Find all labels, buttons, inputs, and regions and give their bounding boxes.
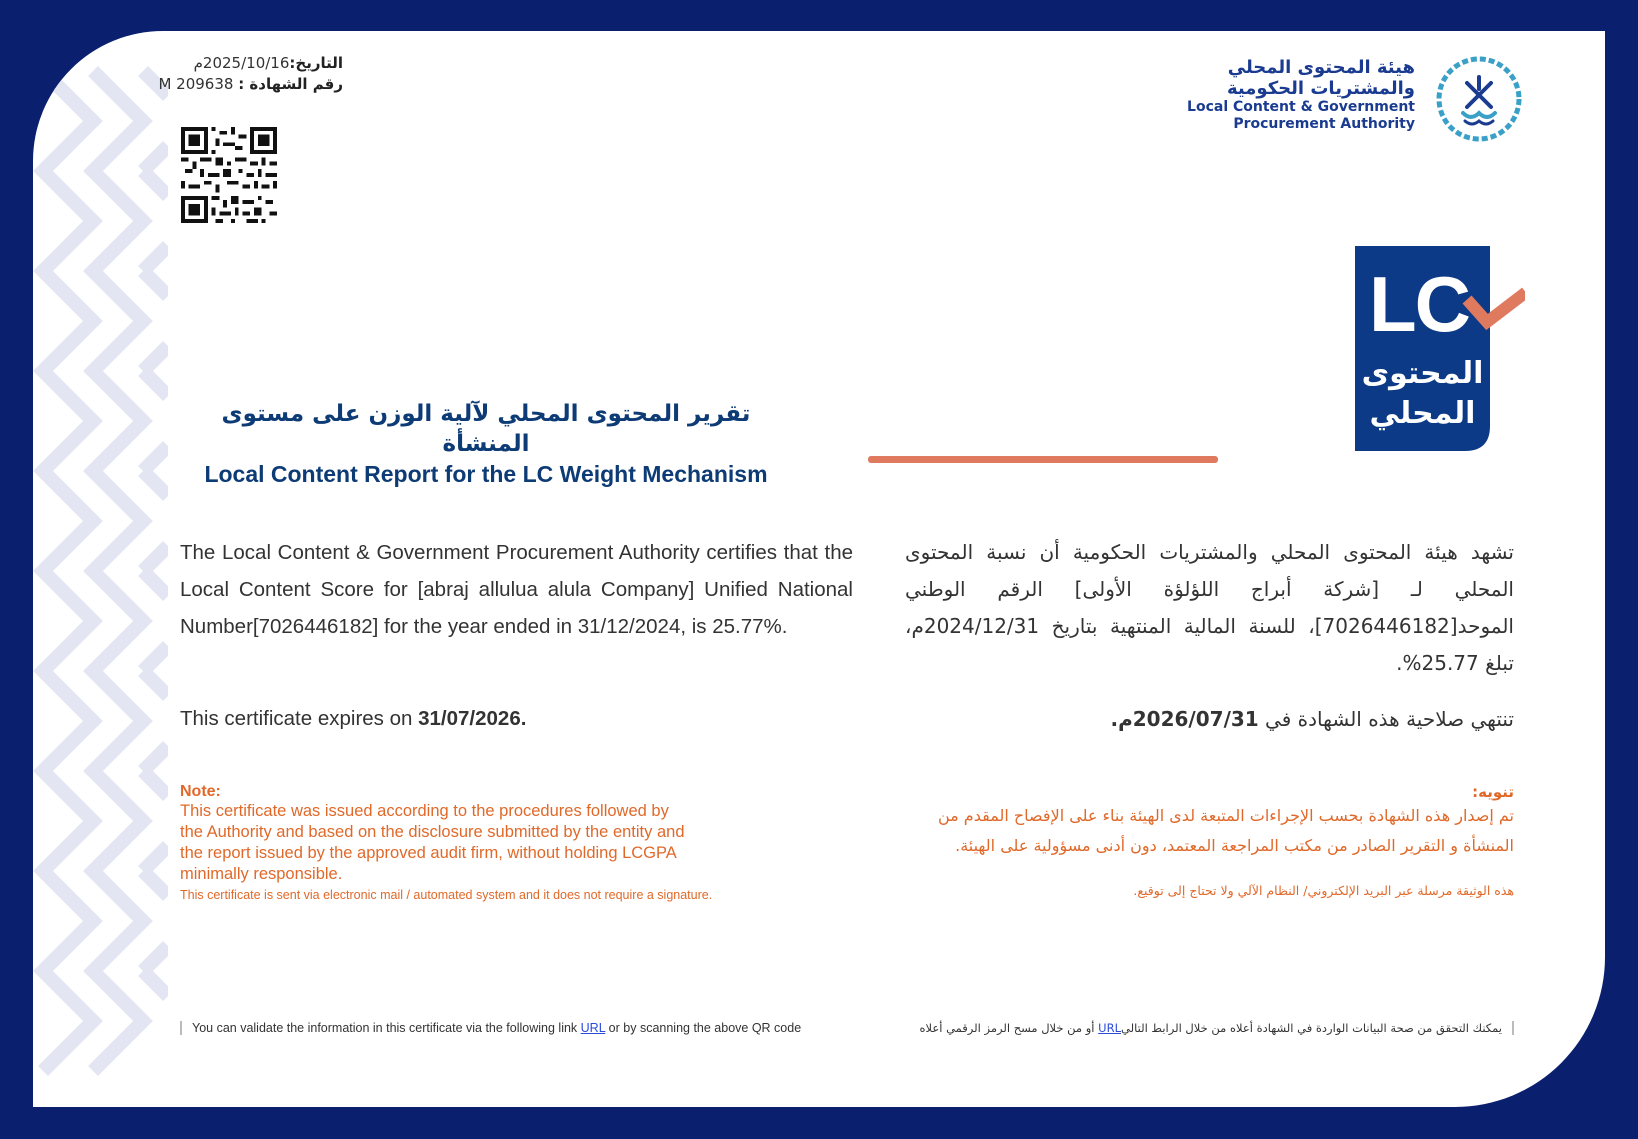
date-line — [123, 53, 343, 74]
report-title — [183, 399, 789, 489]
expiry-en — [180, 707, 853, 731]
expiry-en-date: 31/07/2026. — [418, 707, 527, 730]
cert-number-line — [123, 74, 343, 95]
certification-text-ar: تشهد هيئة المحتوى المحلي والمشتريات الحكومية أن نسبة المحتوى المحلي لـ [شركة أبراج اللؤلؤة الأولى] الرقم الوطني الموحد[7026446182]، للسنة المالية المنتهية بتاريخ 2024/12/31م، تبلغ 25.77%. — [905, 540, 1514, 675]
footer-ar-link[interactable]: URL — [1098, 1021, 1121, 1035]
expiry-ar-prefix: تنتهي صلاحية هذه الشهادة في — [1258, 707, 1514, 731]
note-ar-label: تنويه: — [1472, 783, 1514, 801]
qr-code-icon[interactable] — [181, 127, 277, 223]
lc-badge-ar2: المحلي — [1369, 396, 1476, 431]
logo-ar-line2: والمشتريات الحكومية — [1227, 78, 1415, 99]
expiry-en-prefix: This certificate expires on — [180, 707, 419, 730]
note-en — [180, 783, 780, 905]
title-ar: تقرير المحتوى المحلي لآلية الوزن على مستوى المنشأة — [221, 401, 751, 457]
lc-badge-logo — [1355, 246, 1525, 461]
expiry-ar-date: 2026/07/31م. — [1110, 707, 1259, 731]
footer-validation-en — [180, 1021, 872, 1035]
logo-en-line2: Procurement Authority — [1233, 116, 1415, 132]
note-ar — [883, 783, 1514, 901]
accent-divider — [868, 456, 1218, 463]
authority-seal-icon — [1435, 55, 1523, 143]
cert-number-label: رقم الشهادة : — [238, 75, 343, 93]
lc-badge-ar1: المحتوى — [1361, 356, 1484, 391]
certificate-page — [33, 31, 1605, 1107]
note-ar-body: تم إصدار هذه الشهادة بحسب الإجراءات المتبعة لدى الهيئة بناء على الإفصاح المقدم من المنشأة و التقرير الصادر من مكتب المراجعة المعتمد، دون أدنى مسؤولية على الهيئة. — [937, 806, 1514, 855]
note-en-small: This certificate is sent via electronic mail / automated system and it does not require a signature. — [180, 888, 713, 902]
date-label: التاريخ: — [289, 54, 343, 72]
date-value: 2025/10/16م — [193, 54, 290, 72]
authority-logo-text — [1185, 57, 1415, 133]
expiry-ar — [905, 707, 1514, 731]
side-pattern — [33, 31, 168, 1091]
logo-ar-line1: هيئة المحتوى المحلي — [1227, 57, 1415, 78]
header-meta — [123, 53, 343, 95]
footer-validation-ar — [893, 1021, 1514, 1035]
certification-text-en: The Local Content & Government Procurement Authority certifies that the Local Content Score for [abraj allulua alula Company] Unified National Number[7026446182] for the year ended in 31/12/2024, is 25.77%. — [180, 541, 853, 638]
title-en: Local Content Report for the LC Weight Mechanism — [204, 461, 768, 487]
footer-en-suffix: or by scanning the above QR code — [605, 1021, 802, 1035]
footer-ar-suffix: أو من خلال مسح الرمز الرقمي أعلاه — [919, 1021, 1099, 1035]
cert-number-value: M 209638 — [158, 75, 234, 93]
note-en-body: This certificate was issued according to the procedures followed by the Authority and based on the disclosure submitted by the entity and the report issued by the approved audit firm, without holding LCGPA minimally responsible. — [180, 802, 685, 883]
note-ar-small: هذه الوثيقة مرسلة عبر البريد الإلكتروني/ النظام الآلي ولا تحتاج إلى توقيع. — [1133, 883, 1514, 898]
note-en-label: Note: — [180, 783, 221, 800]
footer-en-prefix: You can validate the information in this certificate via the following link — [192, 1021, 581, 1035]
lc-badge-letters: LC — [1369, 260, 1469, 348]
logo-en-line1: Local Content & Government — [1187, 99, 1415, 115]
footer-ar-prefix: يمكنك التحقق من صحة البيانات الواردة في الشهادة أعلاه من خلال الرابط التالي — [1121, 1021, 1502, 1035]
footer-en-link[interactable]: URL — [580, 1021, 606, 1035]
